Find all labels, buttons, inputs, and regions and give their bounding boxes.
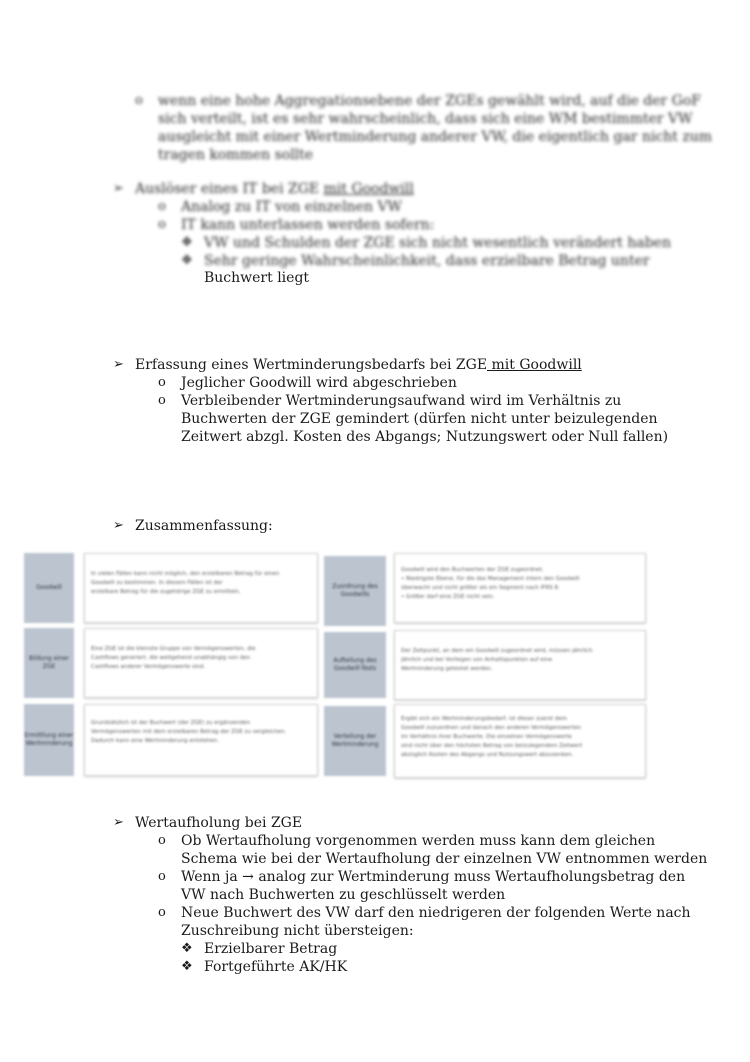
circle-bullet-icon: o <box>158 869 166 884</box>
summary-label: Zuordnung des Goodwills <box>324 556 386 626</box>
circle-bullet-icon: o <box>158 833 166 848</box>
arrow-bullet-icon: ➢ <box>113 181 124 196</box>
summary-cell <box>84 628 318 698</box>
summary-label: Goodwill <box>24 553 74 623</box>
summary-cell <box>394 553 646 623</box>
list-item: Erzielbarer Betrag <box>204 941 338 957</box>
circle-bullet-icon: o <box>158 375 166 390</box>
summary-line: Ergibt sich ein Wertminderungsbedarf, ist dieser zuerst dem <box>401 716 568 722</box>
text-line: Schema wie bei der Wertaufholung der einzelnen VW entnommen werden <box>181 851 708 867</box>
text-line: ausgleicht mit einer Wertminderung anderer VW, die eigentlich gar nicht zum <box>158 129 713 145</box>
heading-text: Auslöser eines IT bei ZGE <box>135 181 324 197</box>
list-item: Verbleibender Wertminderungsaufwand wird im Verhältnis zu <box>181 393 622 409</box>
text-line: sich verteilt, ist es sehr wahrscheinlich, dass sich eine WM bestimmter VW <box>158 111 693 127</box>
summary-line: erzielbare Betrag für die zugehörige ZGE zu ermitteln. <box>91 589 241 595</box>
section-heading <box>135 356 582 374</box>
list-item: Wenn ja → analog zur Wertminderung muss Wertaufholungsbetrag den <box>181 869 686 885</box>
summary-label: Verteilung der Wertminderung <box>324 706 386 776</box>
circle-bullet-icon: o <box>158 905 166 920</box>
circle-bullet-icon: o <box>158 199 166 214</box>
diamond-bullet-icon: ❖ <box>181 941 193 956</box>
summary-table <box>22 548 648 784</box>
section-heading <box>135 180 414 198</box>
arrow-bullet-icon: ➢ <box>113 815 124 830</box>
text-line: Buchwerten der ZGE gemindert (dürfen nicht unter beizulegenden <box>181 411 658 427</box>
summary-line: Wertminderung getestet werden. <box>401 666 493 672</box>
arrow-bullet-icon: ➢ <box>113 357 124 372</box>
list-item: Fortgeführte AK/HK <box>204 959 348 975</box>
list-item: IT kann unterlassen werden sofern: <box>181 217 435 233</box>
summary-label: Ermittlung einer Wertminderung <box>24 704 74 776</box>
section-heading: Wertaufholung bei ZGE <box>135 815 303 831</box>
summary-line: abzüglich Kosten des Abgangs und Nutzungswert abzusenken. <box>401 752 574 758</box>
heading-underlined: mit Goodwill <box>487 357 582 373</box>
summary-line: In vielen Fällen kann nicht möglich, den erzielbaren Betrag für einen <box>91 571 280 577</box>
summary-label: Bildung einer ZGE <box>24 628 74 698</box>
summary-line: Goodwill zuzuordnen und danach den anderen Vermögenswerten <box>401 725 581 731</box>
summary-line: Grundsätzlich ist der Buchwert (der ZGE) zu ergänzenden <box>91 720 251 726</box>
text-line: Zeitwert abzgl. Kosten des Abgangs; Nutzungswert oder Null fallen) <box>181 429 669 445</box>
list-item: Neue Buchwert des VW darf den niedrigeren der folgenden Werte nach <box>181 905 691 921</box>
summary-line: Cashflows anderer Vermögenswerte sind. <box>91 664 206 670</box>
summary-line: Cashflows generiert, die weitgehend unabhängig von den <box>91 655 251 661</box>
summary-label: Aufteilung des Goodwill-Tests <box>324 632 386 698</box>
summary-line: sind nicht über den höchsten Betrag von beizulegendem Zeitwert <box>401 743 583 749</box>
list-item: Sehr geringe Wahrscheinlichkeit, dass erzielbare Betrag unter <box>204 253 650 269</box>
summary-cell <box>84 704 318 776</box>
summary-line: Eine ZGE ist die kleinste Gruppe von Vermögenswerten, die <box>91 646 256 652</box>
text-line: Zuschreibung nicht übersteigen: <box>181 923 414 939</box>
summary-line: Der Zeitpunkt, an dem ein Goodwill zugeordnet wird, müssen jährlich <box>401 648 593 654</box>
heading-text: Erfassung eines Wertminderungsbedarfs bei ZGE <box>135 357 488 373</box>
section-heading: Zusammenfassung: <box>135 518 273 534</box>
heading-underlined: mit Goodwill <box>323 181 414 197</box>
diamond-bullet-icon: ❖ <box>181 235 193 250</box>
summary-line: Dadurch kann eine Wertminderung entstehen. <box>91 738 219 744</box>
summary-line: im Verhältnis ihrer Buchwerte. Die einzelnen Vermögenswerte <box>401 734 572 740</box>
circle-bullet-icon: o <box>158 393 166 408</box>
list-item: VW und Schulden der ZGE sich nicht wesentlich verändert haben <box>204 235 671 251</box>
list-item: Ob Wertaufholung vorgenommen werden muss kann dem gleichen <box>181 833 656 849</box>
arrow-bullet-icon: ➢ <box>113 518 124 533</box>
circle-bullet-icon: o <box>135 93 143 108</box>
diamond-bullet-icon: ❖ <box>181 253 193 268</box>
diamond-bullet-icon: ❖ <box>181 959 193 974</box>
text-line: wenn eine hohe Aggregationsebene der ZGEs gewählt wird, auf die der GoF <box>158 93 702 109</box>
summary-cell <box>394 704 646 778</box>
summary-cell <box>84 553 318 623</box>
summary-line: Goodwill zu bestimmen. In diesem Fällen ist der <box>91 580 223 586</box>
summary-line: überwacht und nicht größer als ein Segment nach IFRS 8. <box>401 585 560 591</box>
text-line: Buchwert liegt <box>204 270 310 286</box>
summary-line: Vermögenswerten mit dem erzielbaren Betrag der ZGE zu vergleichen. <box>91 729 287 735</box>
summary-cell <box>394 630 646 700</box>
text-line: tragen kommen sollte <box>158 147 314 163</box>
text-line: VW nach Buchwerten zu geschlüsselt werden <box>181 887 506 903</box>
summary-line: jährlich und bei Vorliegen von Anhaltspunkten auf eine <box>401 657 553 663</box>
summary-line: Goodwill wird den Buchwerten der ZGE zugeordnet. <box>401 567 544 573</box>
list-item: Jeglicher Goodwill wird abgeschrieben <box>181 375 457 391</box>
summary-line: • Größer darf eine ZGE nicht sein. <box>401 594 495 600</box>
list-item: Analog zu IT von einzelnen VW <box>181 199 402 215</box>
summary-line: • Niedrigste Ebene, für die das Management intern den Goodwill <box>401 576 580 582</box>
circle-bullet-icon: o <box>158 217 166 232</box>
